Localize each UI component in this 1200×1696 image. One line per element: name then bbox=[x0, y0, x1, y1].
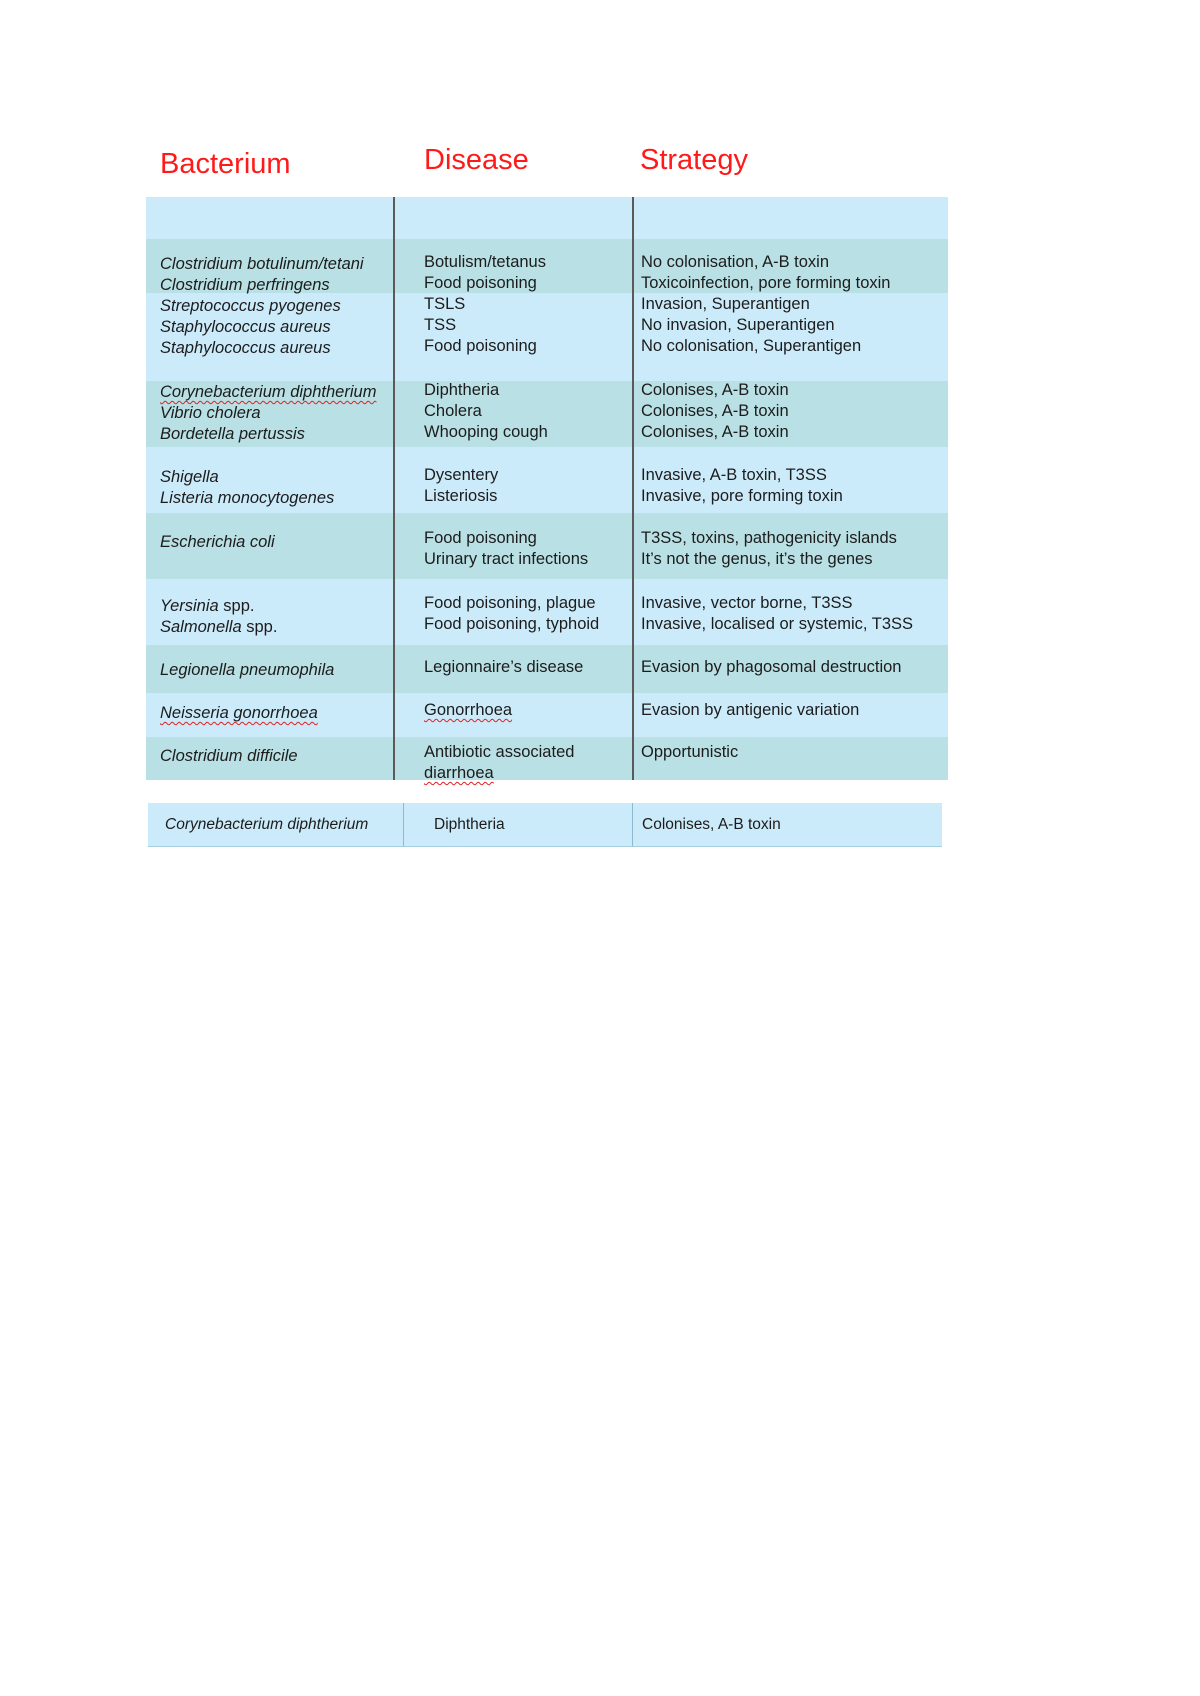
table-row-6-disease bbox=[424, 657, 583, 678]
table-header-band bbox=[146, 197, 948, 239]
disease-name: Food poisoning, plague bbox=[424, 594, 596, 612]
strategy-text: Colonises, A-B toxin bbox=[641, 423, 789, 441]
bacterium-name: Listeria monocytogenes bbox=[160, 489, 335, 507]
disease-name: Food poisoning bbox=[424, 529, 537, 547]
strategy-text: Evasion by antigenic variation bbox=[641, 701, 860, 719]
strategy-text: No colonisation, Superantigen bbox=[641, 337, 862, 355]
table-row-2-strategy bbox=[641, 380, 789, 443]
bacterium-name: Bordetella pertussis bbox=[160, 425, 305, 443]
strategy-text: Colonises, A-B toxin bbox=[641, 381, 789, 399]
table-row-3-disease bbox=[424, 465, 498, 507]
bacterium-name bbox=[160, 617, 277, 638]
strategy-text: Invasive, vector borne, T3SS bbox=[641, 594, 853, 612]
bacterium-name: Clostridium difficile bbox=[160, 747, 298, 765]
disease-name-text: Gonorrhoea bbox=[424, 701, 513, 719]
disease-name-text: diarrhoea bbox=[424, 764, 494, 782]
disease-name bbox=[424, 700, 512, 721]
strategy-text: No invasion, Superantigen bbox=[641, 316, 835, 334]
bacterium-name bbox=[160, 382, 376, 403]
extra-row-disease: Diphtheria bbox=[434, 816, 505, 833]
table-row-3-bacterium bbox=[160, 467, 334, 509]
strategy-text: Toxicoinfection, pore forming toxin bbox=[641, 274, 891, 292]
bacterium-name: Staphylococcus aureus bbox=[160, 339, 331, 357]
disease-name: Legionnaire’s disease bbox=[424, 658, 584, 676]
header-strategy: Strategy bbox=[640, 144, 748, 176]
strategy-text: Invasive, pore forming toxin bbox=[641, 487, 843, 505]
bacterium-name: Clostridium botulinum/tetani bbox=[160, 255, 364, 273]
extra-row-bacterium: Corynebacterium diphtherium bbox=[165, 816, 369, 833]
strategy-text: Invasive, A-B toxin, T3SS bbox=[641, 466, 827, 484]
strategy-text: Invasive, localised or systemic, T3SS bbox=[641, 615, 914, 633]
bacterium-name: Legionella pneumophila bbox=[160, 661, 335, 679]
table-row-4-strategy bbox=[641, 528, 897, 570]
table-row-5-disease bbox=[424, 593, 599, 635]
bacterium-name: Neisseria gonorrhoea bbox=[160, 704, 318, 722]
column-divider bbox=[632, 803, 633, 846]
extra-row-strategy: Colonises, A-B toxin bbox=[642, 816, 781, 833]
table-row-7-strategy bbox=[641, 700, 859, 721]
disease-name: Whooping cough bbox=[424, 423, 548, 441]
table-row-4-disease bbox=[424, 528, 588, 570]
bacterium-name-text: Corynebacterium diphtherium bbox=[160, 383, 377, 401]
strategy-text: It’s not the genus, it’s the genes bbox=[641, 550, 873, 568]
disease-name: TSS bbox=[424, 316, 457, 334]
strategy-text: Evasion by phagosomal destruction bbox=[641, 658, 902, 676]
table-row-3-strategy bbox=[641, 465, 843, 507]
column-divider bbox=[403, 803, 404, 846]
table-row-4-bacterium bbox=[160, 532, 275, 553]
bacterium-name: Escherichia coli bbox=[160, 533, 275, 551]
table-row-8-bacterium bbox=[160, 746, 298, 767]
bacterium-name bbox=[160, 596, 277, 617]
extra-table-row bbox=[148, 803, 942, 847]
genus-name: Yersinia bbox=[160, 597, 219, 615]
disease-name: TSLS bbox=[424, 295, 466, 313]
table-row-7-bacterium bbox=[160, 703, 318, 724]
strategy-text: Colonises, A-B toxin bbox=[641, 402, 789, 420]
disease-name: Listeriosis bbox=[424, 487, 498, 505]
genus-name: Salmonella bbox=[160, 618, 242, 636]
disease-name bbox=[424, 763, 574, 784]
bacteria-table bbox=[146, 197, 948, 780]
disease-name: Food poisoning, typhoid bbox=[424, 615, 600, 633]
column-divider bbox=[393, 197, 395, 780]
table-row-8-disease bbox=[424, 742, 574, 784]
column-divider bbox=[632, 197, 634, 780]
strategy-text: No colonisation, A-B toxin bbox=[641, 253, 830, 271]
species-abbrev: spp. bbox=[223, 597, 255, 615]
disease-name: Antibiotic associated bbox=[424, 743, 575, 761]
table-row-2-bacterium bbox=[160, 382, 376, 445]
table-row-2-disease bbox=[424, 380, 548, 443]
header-disease: Disease bbox=[424, 144, 529, 176]
disease-name: Cholera bbox=[424, 402, 482, 420]
strategy-text: Opportunistic bbox=[641, 743, 739, 761]
bacterium-name: Streptococcus pyogenes bbox=[160, 297, 341, 315]
bacterium-name: Staphylococcus aureus bbox=[160, 318, 331, 336]
table-row-8-strategy bbox=[641, 742, 738, 763]
disease-name: Dysentery bbox=[424, 466, 499, 484]
table-row-1-bacterium bbox=[160, 254, 364, 359]
species-abbrev: spp. bbox=[246, 618, 278, 636]
strategy-text: Invasion, Superantigen bbox=[641, 295, 810, 313]
disease-name: Botulism/tetanus bbox=[424, 253, 546, 271]
bacterium-name: Vibrio cholera bbox=[160, 404, 261, 422]
disease-name: Food poisoning bbox=[424, 274, 537, 292]
bacterium-name: Clostridium perfringens bbox=[160, 276, 330, 294]
header-bacterium: Bacterium bbox=[160, 148, 291, 180]
strategy-text: T3SS, toxins, pathogenicity islands bbox=[641, 529, 897, 547]
table-row-6-strategy bbox=[641, 657, 902, 678]
table-row-5-bacterium bbox=[160, 596, 277, 638]
table-row-6-bacterium bbox=[160, 660, 334, 681]
table-row-7-disease bbox=[424, 700, 512, 721]
disease-name: Food poisoning bbox=[424, 337, 537, 355]
disease-name: Diphtheria bbox=[424, 381, 500, 399]
table-row-1-strategy bbox=[641, 252, 890, 357]
disease-name: Urinary tract infections bbox=[424, 550, 589, 568]
bacterium-name: Shigella bbox=[160, 468, 219, 486]
table-row-5-strategy bbox=[641, 593, 913, 635]
table-row-1-disease bbox=[424, 252, 546, 357]
